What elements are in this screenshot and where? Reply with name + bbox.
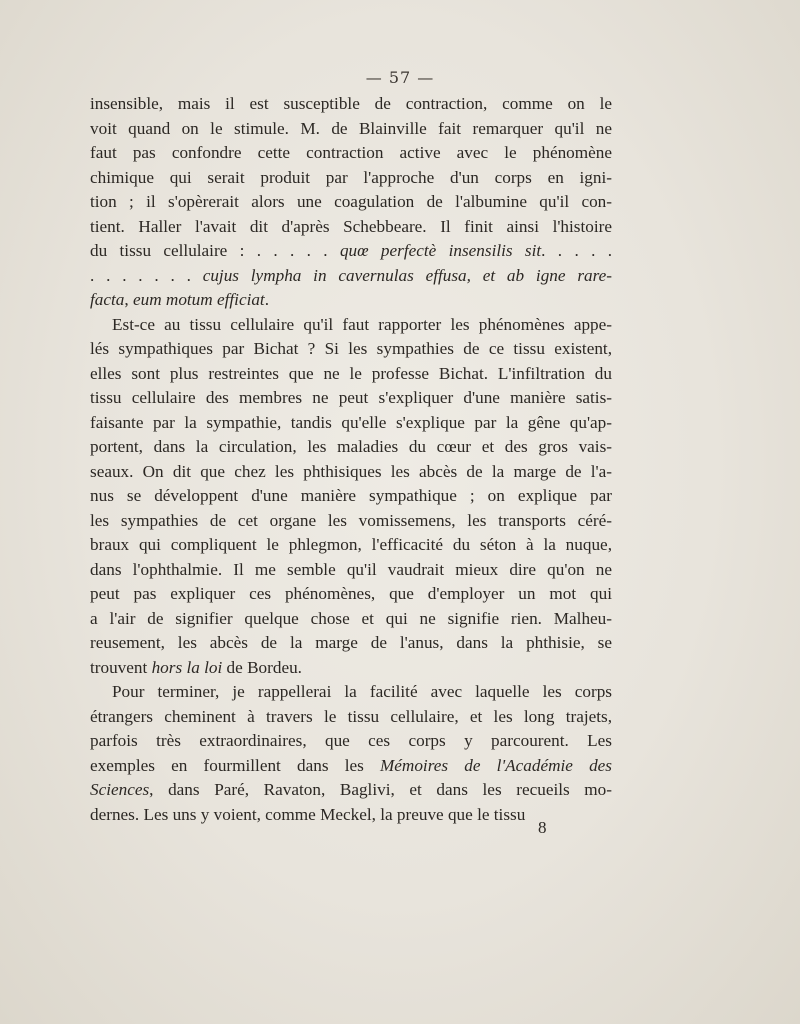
text-run: reusement, les abcès de la marge de l'anus, dans la phthisie, se	[90, 633, 612, 652]
text-run: chimique qui serait produit par l'approche d'un corps en igni-	[90, 167, 612, 187]
text-run: lés sympathiques par Bichat ? Si les sympathies de ce tissu existent,	[90, 339, 612, 358]
text-line	[90, 264, 612, 289]
text-line	[90, 141, 612, 166]
text-run: Pour terminer, je rappellerai la facilité avec laquelle les corps	[112, 682, 612, 701]
text-run: . . . . .	[541, 241, 612, 260]
text-run: Est-ce au tissu cellulaire qu'il faut rapporter les phénomènes appe-	[112, 314, 612, 334]
italic-text: quœ perfectè insensilis sit	[339, 241, 542, 260]
text-line	[90, 558, 612, 583]
italic-text: hors la loi	[151, 657, 223, 677]
text-run: tient. Haller l'avait dit d'après Schebbeare. Il finit ainsi l'histoire	[90, 216, 612, 236]
paragraph	[90, 680, 612, 827]
text-line	[90, 778, 612, 803]
italic-text: facta	[90, 290, 125, 309]
italic-text: cujus lympha in cavernulas effusa, et ab igne rare-	[202, 265, 612, 285]
text-run: tion ; il s'opèrerait alors une coagulation de l'albumine qu'il con-	[90, 192, 612, 211]
text-line	[90, 484, 612, 509]
page-number: — 57 —	[365, 68, 435, 87]
text-line	[90, 729, 612, 754]
text-run: insensible, mais il est susceptible de contraction, comme on le	[90, 94, 612, 113]
text-line	[90, 190, 612, 215]
paragraph	[90, 92, 612, 313]
text-line	[90, 215, 612, 240]
text-run: . . . . . . .	[90, 265, 203, 285]
text-line	[90, 460, 612, 485]
text-run: ,	[124, 290, 133, 309]
text-line	[90, 631, 612, 656]
text-run: a l'air de signifier quelque chose et qui ne signifie rien. Malheu-	[90, 608, 612, 628]
signature-mark: 8	[538, 818, 547, 837]
paragraph	[90, 313, 612, 681]
text-run: faisante par la sympathie, tandis qu'elle s'explique par la gêne qu'ap-	[90, 412, 612, 432]
text-run: parfois très extraordinaires, que ces corps y parcourent. Les	[90, 731, 612, 750]
text-line	[90, 362, 612, 387]
text-line	[90, 582, 612, 607]
text-line	[90, 509, 612, 534]
italic-text: eum motum efficiat	[132, 290, 265, 309]
text-line	[90, 166, 612, 191]
text-line	[90, 754, 612, 779]
text-run: braux qui compliquent le phlegmon, l'efficacité du séton à la nuque,	[90, 535, 612, 554]
text-line	[90, 607, 612, 632]
body-text	[90, 92, 612, 827]
text-line	[90, 656, 612, 681]
text-run: faut pas confondre cette contraction active avec le phénomène	[90, 143, 612, 162]
text-run: , dans Paré, Ravaton, Baglivi, et dans les recueils mo-	[149, 780, 612, 799]
text-run: tissu cellulaire des membres ne peut s'expliquer d'une manière satis-	[90, 388, 612, 407]
text-run: du tissu cellulaire : . . . . .	[90, 241, 340, 260]
italic-text: Sciences	[90, 780, 150, 799]
text-run: dans l'ophthalmie. Il me semble qu'il vaudrait mieux dire qu'on ne	[90, 559, 612, 579]
text-line	[90, 435, 612, 460]
text-line	[90, 705, 612, 730]
text-run: elles sont plus restreintes que ne le professe Bichat. L'infiltration du	[90, 363, 612, 383]
text-run: portent, dans la circulation, les maladies du cœur et des gros vais-	[90, 437, 612, 456]
text-run: de Bordeu.	[222, 657, 302, 677]
text-line	[90, 117, 612, 142]
text-line	[90, 239, 612, 264]
text-run: dernes. Les uns y voient, comme Meckel, la preuve que le tissu	[90, 804, 526, 824]
text-line	[90, 680, 612, 705]
text-run: seaux. On dit que chez les phthisiques les abcès de la marge de l'a-	[90, 461, 612, 481]
text-run: les sympathies de cet organe les vomissemens, les transports céré-	[90, 510, 612, 530]
text-line	[90, 386, 612, 411]
text-run: étrangers cheminent à travers le tissu cellulaire, et les long trajets,	[90, 706, 612, 726]
text-run: trouvent	[90, 657, 152, 677]
text-run: peut pas expliquer ces phénomènes, que d'employer un mot qui	[90, 584, 612, 603]
text-line	[90, 337, 612, 362]
text-run: nus se développent d'une manière sympathique ; on explique par	[90, 486, 612, 505]
text-line	[90, 533, 612, 558]
text-line	[90, 411, 612, 436]
text-line	[90, 288, 612, 313]
text-line	[90, 803, 612, 828]
text-line	[90, 92, 612, 117]
italic-text: Mémoires de l'Académie des	[379, 755, 612, 775]
text-run: exemples en fourmillent dans les	[90, 755, 380, 775]
text-line	[90, 313, 612, 338]
text-run: voit quand on le stimule. M. de Blainville fait remarquer qu'il ne	[90, 118, 612, 138]
text-run: .	[264, 290, 270, 309]
